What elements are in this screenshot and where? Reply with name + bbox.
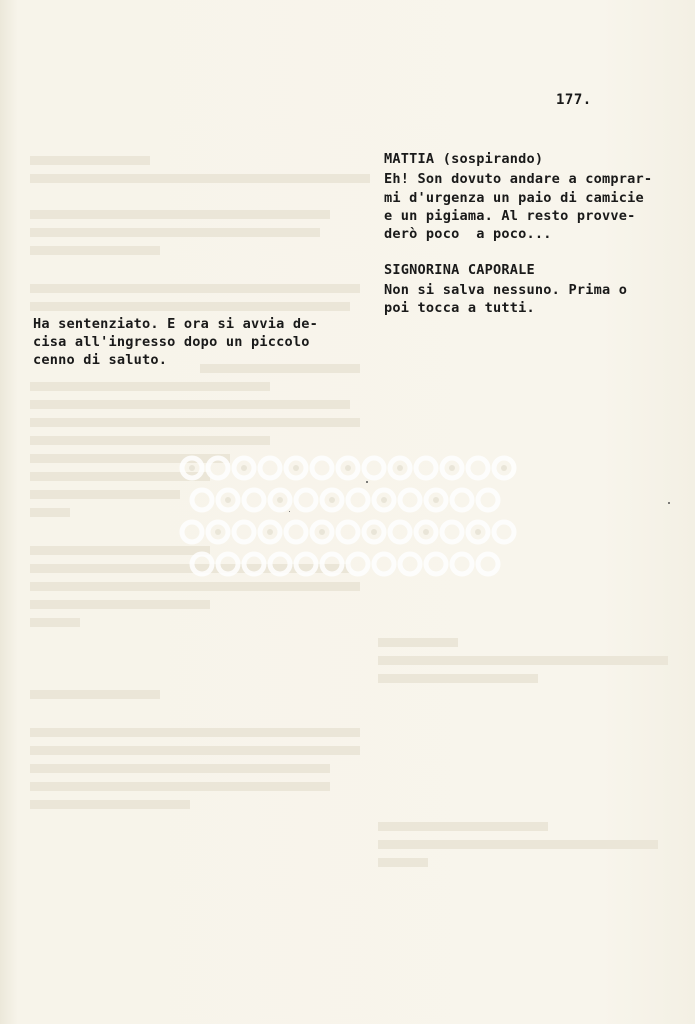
bleed-through-lines	[0, 0, 31, 45]
dust-speck	[289, 511, 290, 512]
dialogue-line: mi d'urgenza un paio di camicie	[384, 190, 644, 206]
stage-direction-line: cenno di saluto.	[33, 352, 168, 368]
dialogue-line: e un pigiama. Al resto provve-	[384, 208, 636, 224]
watermark-stamp-icon	[178, 452, 523, 580]
speaker-signorina-caporale: SIGNORINA CAPORALE	[384, 262, 535, 278]
dialogue-line: derò poco a poco...	[384, 226, 552, 242]
dust-speck	[366, 481, 368, 483]
speaker-mattia: MATTIA (sospirando)	[384, 151, 544, 167]
page-number: 177.	[556, 92, 592, 108]
stage-direction-line: cisa all'ingresso dopo un piccolo	[33, 334, 310, 350]
dialogue-line: Non si salva nessuno. Prima o	[384, 282, 628, 298]
stage-direction-line: Ha sentenziato. E ora si avvia de-	[33, 316, 319, 332]
dust-speck	[668, 502, 670, 504]
dialogue-line: poi tocca a tutti.	[384, 300, 535, 316]
dialogue-line: Eh! Son dovuto andare a comprar-	[384, 171, 653, 187]
